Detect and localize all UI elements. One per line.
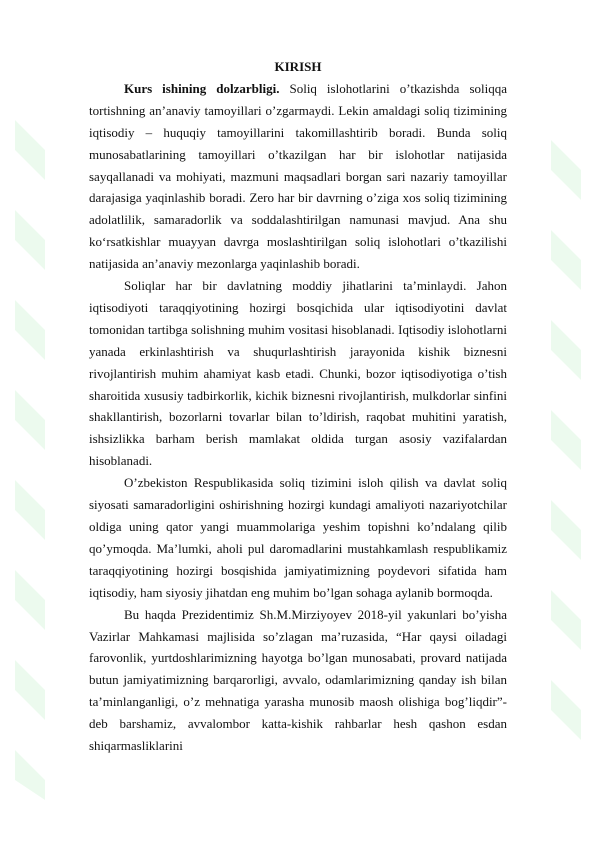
paragraph-president (89, 604, 507, 757)
paragraph-text: Bu haqda Prezidentimiz Sh.M.Mirziyoyev 2018-yil yakunlari bo’yisha Vazirlar Mahkamasi majlisida so’zlagan ma’ruzasida, “Har qaysi oiladagi farovonlik, yurtdoshlarimizning hayotga bo’lgan munosabati, provard natijada butun jamiyatimizning barqarorligi, avvalo, odamlarimizning qanday ish bilan ta’minlanganligi, o’z mehnatiga yarasha munosib maosh olishiga bog’liqdir”- deb barshamiz, avvalombor katta-kishik rahbarlar hesh qashon esdan shiqarmasliklarini (89, 606, 507, 754)
watermark-left (10, 120, 50, 800)
paragraph-taxes (89, 275, 507, 472)
page-title: KIRISH (274, 59, 322, 74)
paragraph-text: O’zbekiston Respublikasida soliq tizimini isloh qilish va davlat soliq siyosati samaradorligini oshirishning hozirgi kundagi amaliyoti nazariyotchilar oldiga uning qator yangi muammolariga yeshim topishni ko’ndalang qilib qo’ymoqda. Ma’lumki, aholi pul daromadlarini mustahkamlash respublikamiz taraqqiyotining hozirgi bosqishida jamiyatimizning poydevori sifatida ham iqtisodiy, ham siyosiy jihatdan eng muhim bo’lgan sohaga aylanib bormoqda. (89, 475, 507, 600)
paragraph-text: Soliq islohotlarini o’tkazishda soliqqa tortishning an’anaviy tamoyillari o’zgarmaydi. Lekin amaldagi soliq tizimining iqtisodiy – huquqiy tamoyillarini takomillashtirib boradi. Bunda soliq munosabatlarining tamoyillari o’tkazilgan har bir islohotlar natijasida sayqallanadi va mohiyati, mazmuni maqsadlari borgan sari nazariy tamoyillar darajasiga yaqinlashib boradi. Zero har bir davrning o’ziga xos soliq tizimining adolatlilik, samaradorlik va soddalashtirilgan namunasi mavjud. Ana shu ko‘rsatkishlar muayyan davrga moslashtirilgan soliq islohotlari o’tkazilishi natijasida an’anaviy mezonlarga yaqinlashib boradi. (89, 80, 508, 272)
paragraph-reform (89, 472, 507, 603)
paragraph-relevance (89, 78, 507, 275)
paragraph-lead: Kurs ishining dolzarbligi. (124, 80, 280, 96)
watermark-right (546, 120, 586, 800)
document-body (89, 56, 507, 757)
paragraph-text: Soliqlar har bir davlatning moddiy jihatlarini ta’minlaydi. Jahon iqtisodiyoti taraqqiyotining hozirgi bosqichida ular iqtisodiyotini davlat tomonidan tartibga solishning muhim vositasi hisoblanadi. Iqtisodiy islohotlarni yanada erkinlashtirish va shuqurlashtirish jarayonida kishik biznesni rivojlantirish muhim ahamiyat kasb etadi. Chunki, bozor iqtisodiyotiga o’tish sharoitida xususiy tadbirkorlik, kichik biznesni rivojlantirish, mulkdorlar sinfini shakllantirish, bozorlarni tovarlar bilan to’ldirish, raqobat muhitini yaratish, ishsizlikka barham berish mamlakat oldida turgan asosiy vazifalardan hisoblanadi. (89, 278, 507, 469)
